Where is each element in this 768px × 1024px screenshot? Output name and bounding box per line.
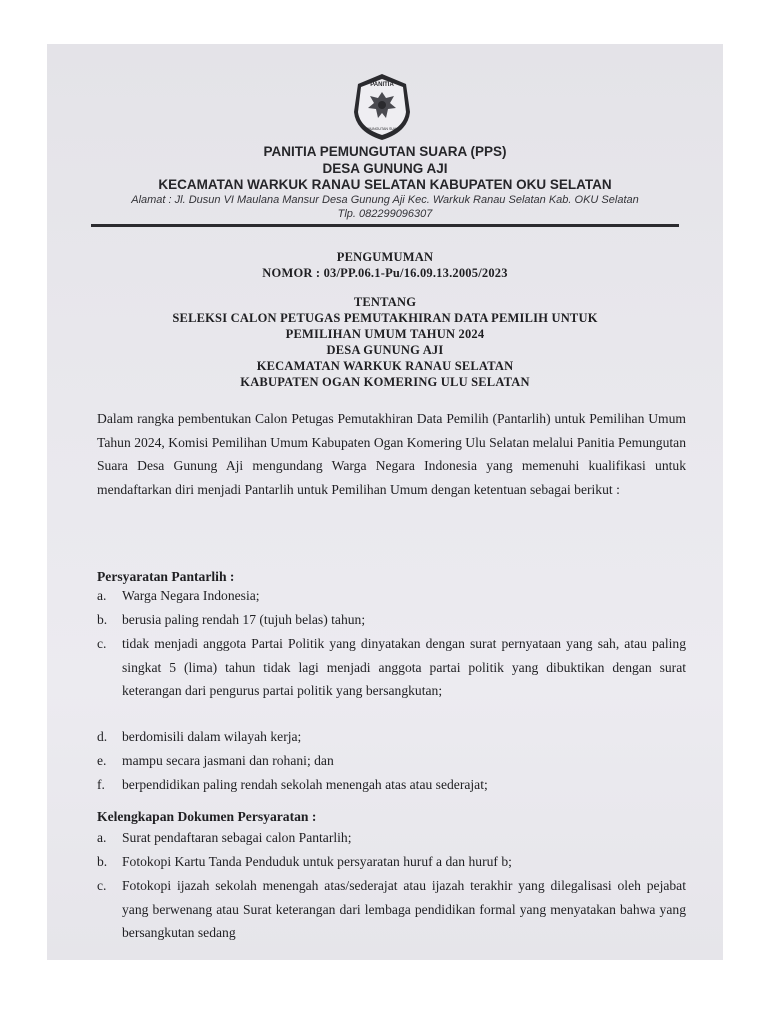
announcement-about: TENTANG	[353, 295, 417, 309]
announcement-number: NOMOR : 03/PP.06.1-Pu/16.09.13.2005/2023	[262, 266, 508, 280]
list-text: berusia paling rendah 17 (tujuh belas) tahun;	[122, 612, 366, 627]
list-text: berpendidikan paling rendah sekolah menengah atas atau sederajat;	[122, 777, 488, 792]
list-item	[97, 584, 686, 608]
list-item	[97, 632, 686, 703]
list-marker: b.	[97, 612, 108, 627]
logo-bottom-text: PEMUNGUTAN SUARA	[362, 127, 402, 131]
letterhead-line-1: PANITIA PEMUNGUTAN SUARA (PPS)	[263, 144, 507, 159]
list-text: berdomisili dalam wilayah kerja;	[122, 729, 302, 744]
requirements-heading: Persyaratan Pantarlih :	[97, 569, 235, 584]
pps-emblem-icon	[348, 72, 416, 142]
list-marker: b.	[97, 854, 108, 869]
list-item	[97, 850, 686, 874]
list-item	[97, 725, 686, 749]
list-item	[97, 826, 686, 850]
list-item	[97, 749, 686, 773]
list-marker: a.	[97, 830, 107, 845]
letterhead-line-3: KECAMATAN WARKUK RANAU SELATAN KABUPATEN OKU SELATAN	[158, 177, 612, 192]
list-text: mampu secara jasmani dan rohani; dan	[122, 753, 334, 768]
letterhead-divider	[91, 224, 679, 227]
list-marker: c.	[97, 636, 107, 651]
list-item	[97, 773, 686, 797]
subject-line: DESA GUNUNG AJI	[326, 343, 444, 357]
letterhead-line-2: DESA GUNUNG AJI	[322, 161, 448, 176]
list-text: Fotokopi Kartu Tanda Penduduk untuk persyaratan huruf a dan huruf b;	[122, 854, 512, 869]
subject-line: PEMILIHAN UMUM TAHUN 2024	[285, 327, 485, 341]
list-marker: f.	[97, 777, 105, 792]
list-marker: a.	[97, 588, 107, 603]
list-item	[97, 874, 686, 945]
list-text: tidak menjadi anggota Partai Politik yang dinyatakan dengan surat pernyataan yang sah, atau paling singkat 5 (lima) tahun tidak lagi menjadi anggota partai politik yang dibuktikan dengan surat keterangan dari pengurus partai politik yang bersangkutan;	[122, 636, 686, 698]
intro-paragraph: Dalam rangka pembentukan Calon Petugas Pemutakhiran Data Pemilih (Pantarlih) untuk Pemilihan Umum Tahun 2024, Komisi Pemilihan Umum Kabupaten Ogan Komering Ulu Selatan melalui Panitia Pemungutan Suara Desa Gunung Aji mengundang Warga Negara Indonesia yang memenuhi kualifikasi untuk mendaftarkan diri menjadi Pantarlih untuk Pemilihan Umum dengan ketentuan sebagai berikut :	[97, 411, 686, 497]
subject-line: KECAMATAN WARKUK RANAU SELATAN	[256, 359, 514, 373]
letterhead-phone: Tlp. 082299096307	[337, 208, 433, 220]
list-text: Surat pendaftaran sebagai calon Pantarlih;	[122, 830, 352, 845]
subject-line: KABUPATEN OGAN KOMERING ULU SELATAN	[240, 375, 530, 389]
logo-top-text: PANITIA	[370, 82, 394, 88]
list-marker: c.	[97, 878, 107, 893]
list-item	[97, 608, 686, 632]
list-text: Warga Negara Indonesia;	[122, 588, 260, 603]
list-marker: d.	[97, 729, 108, 744]
list-marker: e.	[97, 753, 107, 768]
list-text: Fotokopi ijazah sekolah menengah atas/sederajat atau ijazah terakhir yang dilegalisasi oleh pejabat yang berwenang atau Surat keterangan dari lembaga pendidikan formal yang menyatakan bahwa yang bersangkutan sedang	[122, 878, 686, 940]
documents-heading: Kelengkapan Dokumen Persyaratan :	[97, 809, 317, 824]
letterhead-address: Alamat : Jl. Dusun VI Maulana Mansur Desa Gunung Aji Kec. Warkuk Ranau Selatan Kab. OKU Selatan	[131, 194, 639, 206]
subject-line: SELEKSI CALON PETUGAS PEMUTAKHIRAN DATA PEMILIH UNTUK	[172, 311, 598, 325]
announcement-title: PENGUMUMAN	[336, 250, 434, 264]
document-page	[47, 44, 723, 960]
